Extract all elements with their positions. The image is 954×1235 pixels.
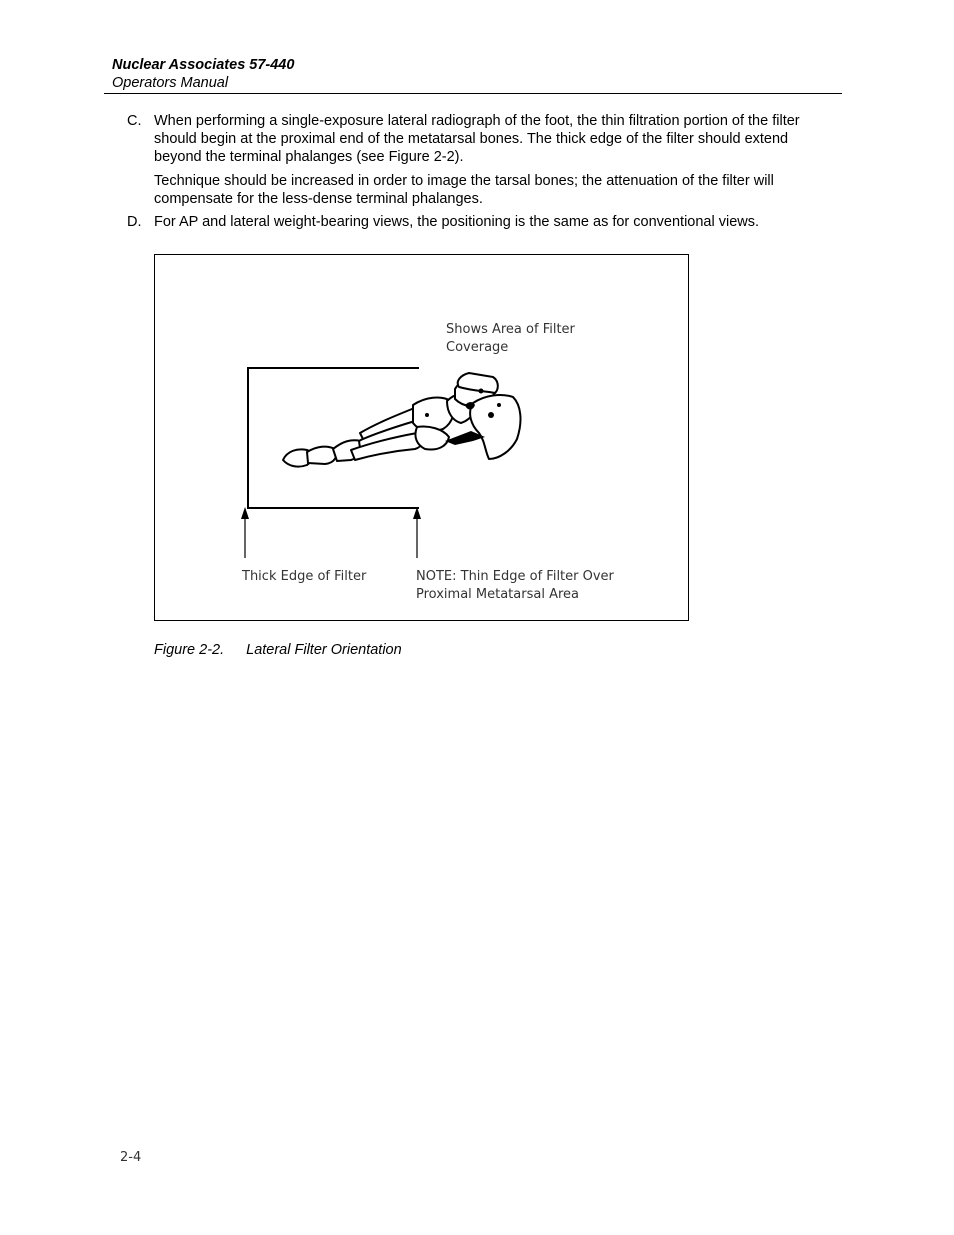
figure-frame — [154, 254, 689, 621]
paragraph: Technique should be increased in order to image the tarsal bones; the attenuation of the filter will compensate for the less-dense terminal phalanges. — [154, 173, 774, 207]
filter-diagram — [155, 255, 688, 620]
running-header — [112, 56, 842, 92]
figure-number: Figure 2-2. — [154, 642, 225, 658]
thin-edge-note-label: NOTE: Thin Edge of Filter Over Proximal Metatarsal Area — [416, 569, 614, 602]
thick-edge-label: Thick Edge of Filter — [242, 569, 367, 584]
paragraph: For AP and lateral weight-bearing views, the positioning is the same as for conventional views. — [154, 214, 760, 230]
foot-bones-illustration — [283, 373, 520, 467]
list-marker: D. — [127, 214, 142, 230]
figure-caption-text: Lateral Filter Orientation — [246, 642, 402, 658]
document-subtitle: Operators Manual — [112, 75, 229, 91]
list-item-d — [127, 213, 837, 231]
figure-caption — [154, 641, 402, 659]
thin-edge-arrow — [413, 507, 421, 558]
page-number: 2-4 — [120, 1150, 142, 1165]
thick-edge-arrow — [241, 507, 249, 558]
coverage-label: Shows Area of Filter Coverage — [446, 322, 575, 355]
paragraph: When performing a single-exposure lateral radiograph of the foot, the thin filtration portion of the filter should begin at the proximal end of the metatarsal bones. The thick edge of the filter should extend beyond the terminal phalanges (see Figure 2-2). — [154, 113, 800, 165]
list-item-c — [127, 112, 837, 208]
header-rule — [104, 93, 842, 94]
document-title: Nuclear Associates 57-440 — [112, 57, 295, 73]
list-marker: C. — [127, 113, 142, 129]
